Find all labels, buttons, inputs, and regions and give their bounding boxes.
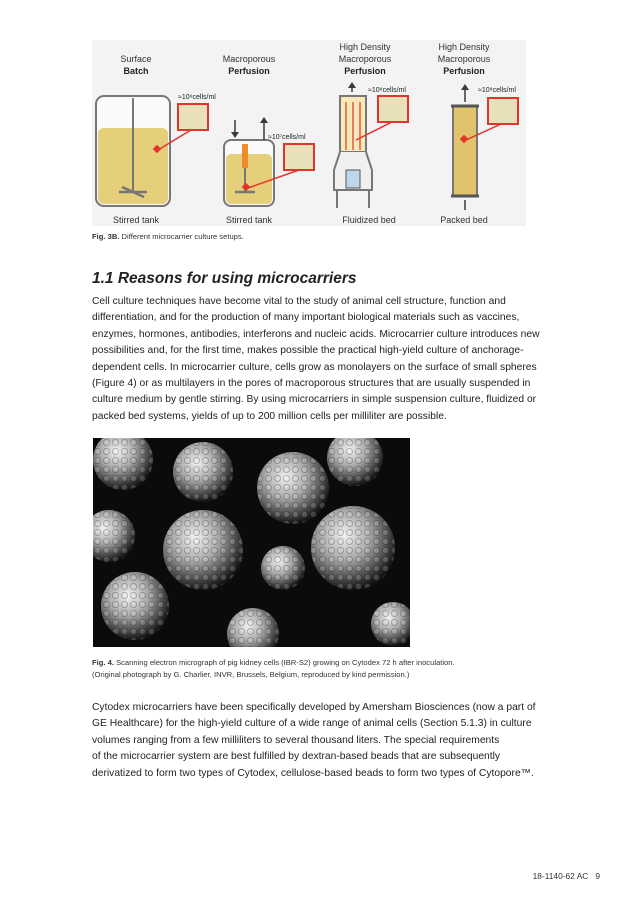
col2-density: ≈10⁷cells/ml — [268, 134, 306, 141]
col4-title-line0: High Density — [438, 42, 490, 52]
col4-density: ≈10⁸cells/ml — [478, 87, 516, 94]
col3-vessel-label: Fluidized bed — [342, 215, 396, 225]
packed-bed-reactor — [451, 84, 479, 210]
col4-title-line2: Perfusion — [443, 66, 485, 76]
setups-illustration — [92, 40, 526, 226]
paragraph-line-2: GE Healthcare) for the high-yield culture of a wide range of animal cells (Section 5.1.3) in culture — [92, 718, 532, 730]
figure-4-micrograph — [93, 438, 410, 647]
cytodex-paragraph — [92, 700, 562, 782]
figure-4-caption-line2: (Original photograph by G. Charlier, INVR, Brussels, Belgium, reproduced by kind permission.) — [92, 669, 410, 679]
col4-vessel-label: Packed bed — [440, 215, 488, 225]
col3-density: ≈10⁸cells/ml — [368, 87, 406, 94]
paragraph-line-5: derivatized to form two types of Cytodex, cellulose-based beads to form two types of Cytopore™. — [92, 767, 534, 779]
fluidized-bed-reactor — [334, 82, 372, 208]
paragraph-line-4: of the microcarrier system are best fulfilled by dextran-based beads that are subsequently — [92, 751, 501, 763]
document-code: 18-1140-62 AC — [532, 871, 589, 881]
col3-title-line0: High Density — [339, 42, 391, 52]
col1-title-line1: Surface — [120, 54, 152, 64]
col1-density: ≈10⁶cells/ml — [178, 94, 216, 101]
col4-title-line1: Macroporous — [437, 54, 491, 64]
stirred-tank-perfusion — [224, 140, 274, 206]
figure-3-caption — [92, 232, 244, 241]
col1-vessel-label: Stirred tank — [112, 215, 160, 225]
page-number: 9 — [595, 871, 600, 881]
figure-3-caption-label: Fig. 3B. — [92, 232, 120, 241]
section-heading: 1.1 Reasons for using microcarriers — [92, 270, 357, 287]
paragraph-line-3: volumes ranging from a few milliliters to several thousand liters. The special requirements — [92, 734, 500, 746]
micrograph-image — [93, 438, 410, 647]
section-paragraph: Cell culture techniques have become vital to the study of animal cell structure, function and differentiation, and for the production of many important biological materials such as vaccines, enzymes, hormones, antibodies, interferons and nucleic acids. Microcarrier culture introduces new possibilities and, for the first time, makes possible the practical high-yield culture of anchorage-dependent cells. In microcarrier culture, cells grow as monolayers on the surface of small spheres (Figure 4) or as multilayers in the pores of macroporous structures that are usually suspended in culture medium by gentle stirring. By using microcarriers in simple suspension culture, fluidized or packed bed systems, yields of up to 200 million cells per milliliter are possible. — [92, 296, 540, 422]
col3-title-line2: Perfusion — [344, 66, 386, 76]
figure-3-microcarrier-setups — [92, 40, 526, 226]
col2-title-line1: Macroporous — [222, 54, 276, 64]
figure-4-caption-line1: Scanning electron micrograph of pig kidney cells (IBR-S2) growing on Cytodex 72 h after inoculation. — [113, 658, 455, 667]
col1-title-line2: Batch — [123, 66, 149, 76]
col3-title-line1: Macroporous — [338, 54, 392, 64]
paragraph-line-1: Cytodex microcarriers have been specifically developed by Amersham Biosciences (now a part of — [92, 702, 536, 713]
col2-title-line2: Perfusion — [228, 66, 270, 76]
col2-vessel-label: Stirred tank — [225, 215, 273, 225]
flow-arrows-col2 — [231, 117, 268, 140]
figure-4-caption — [92, 657, 552, 680]
figure-3-caption-text: Different microcarrier culture setups. — [119, 232, 244, 241]
page-footer — [533, 871, 600, 881]
figure-4-caption-label: Fig. 4. — [92, 658, 114, 667]
